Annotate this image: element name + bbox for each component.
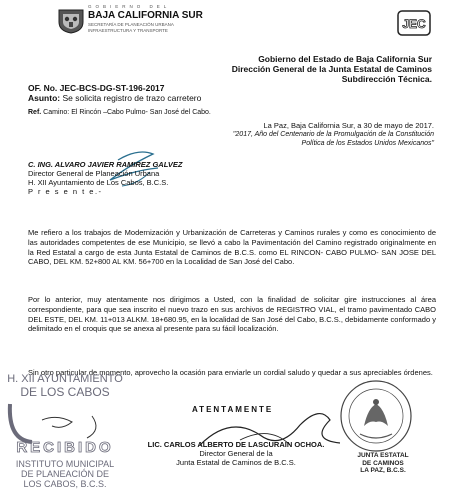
signer-name: LIC. CARLOS ALBERTO DE LASCURAIN OCHOA.: [147, 440, 325, 449]
motto-line-2: Política de los Estados Unidos Mexicanos": [301, 140, 434, 147]
stamp-line-1: H. XII AYUNTAMIENTO: [7, 373, 123, 385]
stamp-line-4: DE PLANEACIÓN DE: [20, 469, 110, 479]
recipient-organization: H. XII Ayuntamiento de Los Cabos, B.C.S.: [28, 178, 169, 187]
signer-title-1: Director General de la: [199, 449, 273, 458]
gov-name: BAJA CALIFORNIA SUR: [88, 10, 203, 21]
signer-title-2: Junta Estatal de Caminos de B.C.S.: [176, 458, 296, 467]
recipient-block: [28, 160, 182, 196]
org-line-1: Gobierno del Estado de Baja California Sur: [258, 54, 432, 64]
closing-atentamente: ATENTAMENTE: [192, 405, 274, 414]
greeting: P r e s e n t e.-: [28, 187, 103, 196]
seal-text-2: DE CAMINOS: [362, 459, 404, 467]
ref-label: Ref.: [28, 109, 42, 116]
government-header: [88, 4, 228, 34]
recipient-name: C. ING. ALVARO JAVIER RAMIREZ GALVEZ: [28, 160, 183, 169]
org-line-3: Subdirección Técnica.: [341, 74, 432, 84]
reference-line: [28, 108, 211, 117]
recipient-title: Director General de Planeación Urbana: [28, 169, 160, 178]
seal-text-3: LA PAZ, B.C.S.: [360, 467, 406, 474]
body-paragraph-1: Me refiero a los trabajos de Modernización y Urbanización de Carreteras y Caminos rurales y como es conocimiento de las autoridades competentes de ese Municipio, se llevó a cabo la Pavimentación del Camino registrado originalmente en la Red Estatal a cargo de esta Junta Estatal de Caminos de B.C.S. como EL RINCON- CABO PULMO- SAN JOSE DEL CABO, DEL KM. 52+800 AL KM. 56+700 en la Localidad de San José del Cabo.: [28, 228, 436, 267]
seal-caption: [352, 452, 414, 475]
official-seal-eagle-icon: [338, 378, 414, 454]
ref-text: Camino: El Rincón –Cabo Pulmo- San José del Cabo.: [41, 109, 211, 116]
body-paragraph-2: Por lo anterior, muy atentamente nos dirigimos a Usted, con la finalidad de solicitar gire instrucciones al área correspondiente, para que sea inscrito el nuevo trazo en sus archivos de REGISTRO VIAL, el tramo pavimentado CABO DEL ESTE, DEL KM. 11+013 ALKM. 18+680.95, en la localidad de San José del Cabo, B.C.S., debidamente conformado y delimitado en el croquis que se anexa al presente para su fácil localización.: [28, 295, 436, 334]
asunto-label: Asunto:: [28, 93, 61, 103]
motto-line-1: "2017, Año del Centenario de la Promulgación de la Constitución: [232, 131, 434, 138]
stamp-recibido: RECIBIDO: [16, 439, 114, 456]
official-motto: [174, 130, 434, 148]
asunto-line: [28, 93, 201, 103]
baja-california-sur-coat-of-arms-icon: [56, 4, 86, 34]
body-paragraph-3: Sin otro particular de momento, aprovecho la ocasión para enviarle un cordial saludo y quedar a sus apreciables órdenes.: [28, 368, 433, 377]
gov-small-text: GOBIERNO DEL: [88, 4, 171, 9]
place-date: La Paz, Baja California Sur, a 30 de mayo de 2017.: [263, 121, 434, 130]
jec-logo-text: JEC: [402, 17, 426, 31]
signature-block: [138, 440, 334, 467]
gov-sub-line-2: INFRAESTRUCTURA Y TRANSPORTE: [88, 28, 168, 33]
asunto-text: Se solicita registro de trazo carretero: [60, 93, 202, 103]
stamp-line-5: LOS CABOS, B.C.S.: [23, 479, 107, 489]
org-line-2: Dirección General de la Junta Estatal de Caminos: [231, 64, 432, 74]
jec-logo-icon: [397, 10, 431, 36]
seal-text-1: JUNTA ESTATAL: [357, 452, 409, 459]
gov-sub-line-1: SECRETARÍA DE PLANEACIÓN URBANA: [88, 22, 174, 27]
stamp-line-2: DE LOS CABOS: [20, 385, 110, 399]
oficio-number: OF. No. JEC-BCS-DG-ST-196-2017: [28, 83, 165, 93]
stamp-line-3: INSTITUTO MUNICIPAL: [15, 459, 115, 469]
received-stamp: [2, 370, 128, 492]
organization-header: [132, 54, 432, 84]
